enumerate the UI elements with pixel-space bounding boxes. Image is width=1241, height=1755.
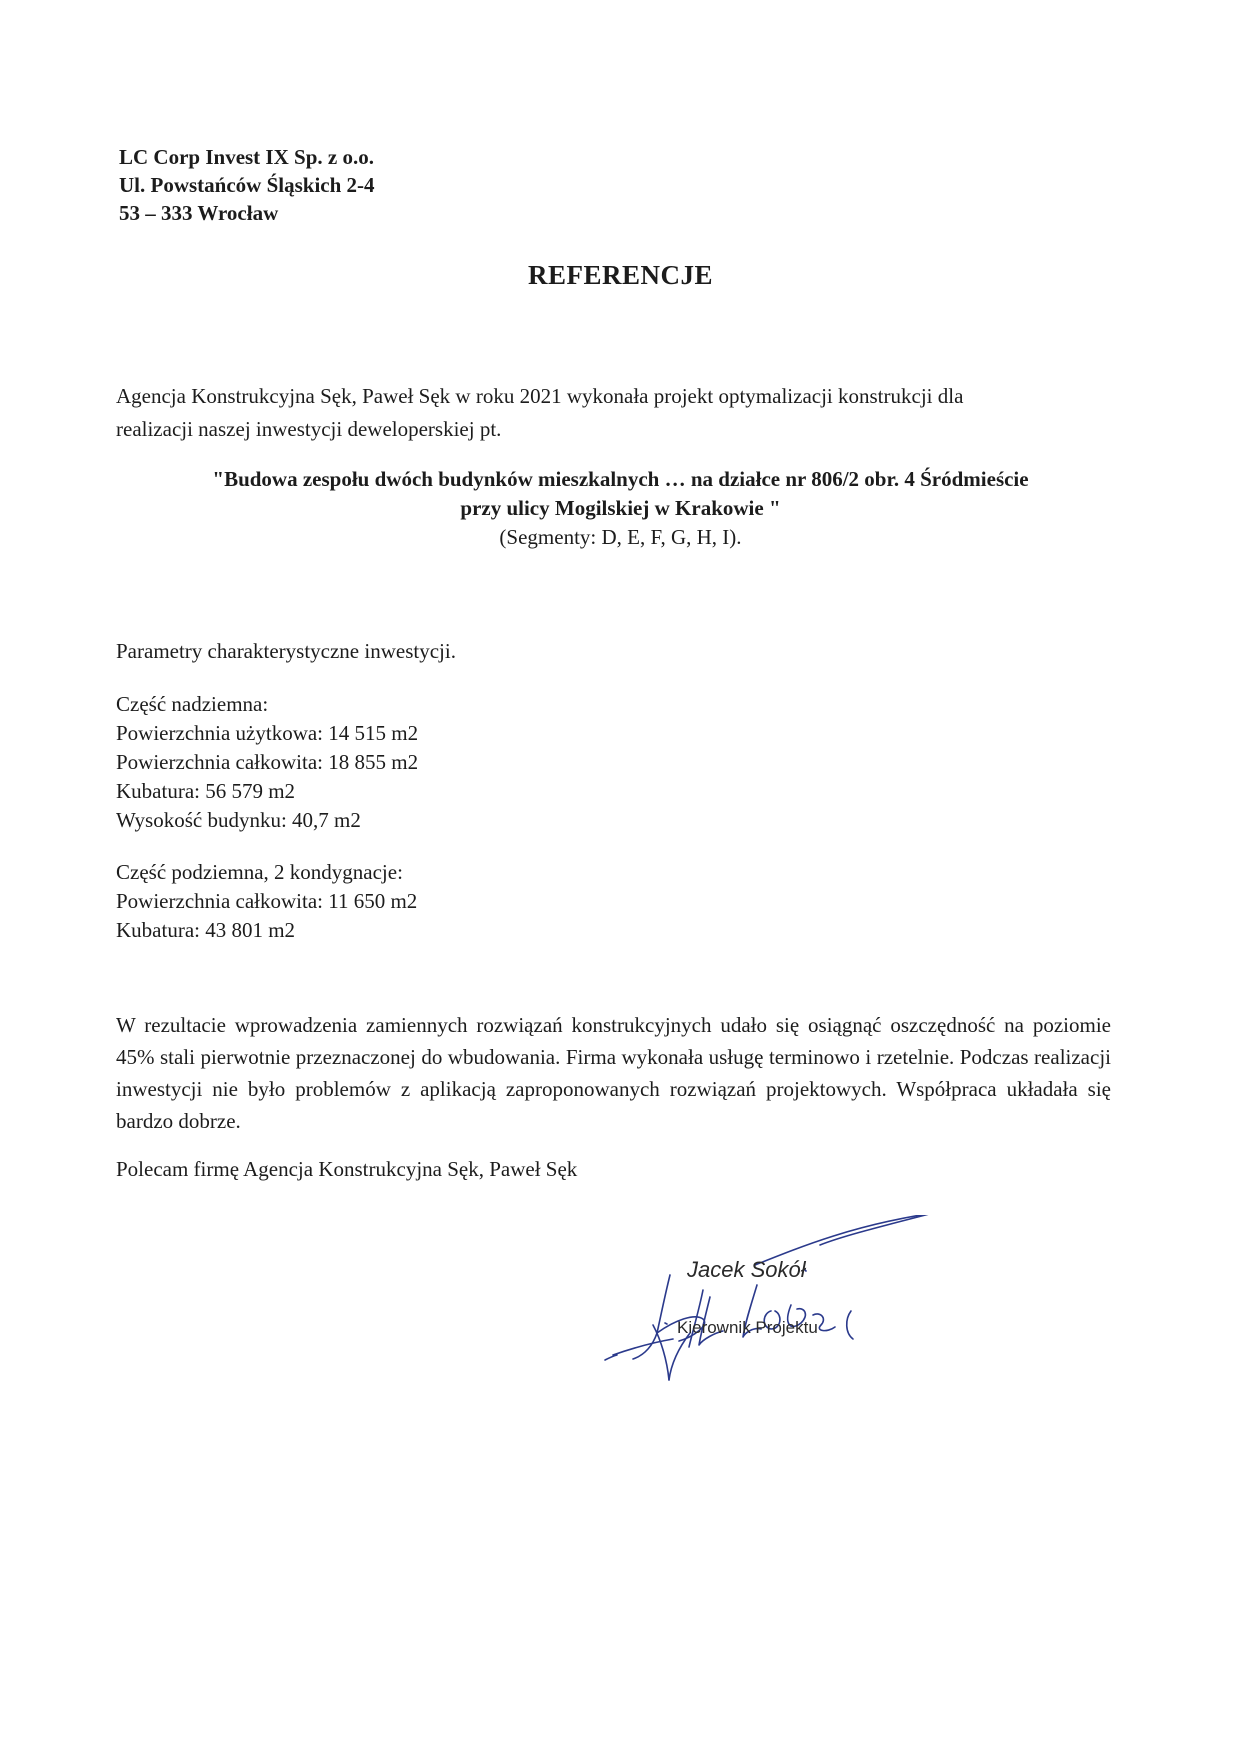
sender-company: LC Corp Invest IX Sp. z o.o. [119,145,374,169]
project-line-2: przy ulicy Mogilskiej w Krakowie " [460,496,781,520]
above-ground-heading: Część nadziemna: [116,692,269,716]
intro-line-2: realizacji naszej inwestycji deweloperskiej pt. [116,417,502,441]
signature-block [595,1215,955,1390]
above-ground-item: Kubatura: 56 579 m2 [116,779,296,803]
above-ground-item: Powierzchnia całkowita: 18 855 m2 [116,750,419,774]
above-ground-item: Powierzchnia użytkowa: 14 515 m2 [116,721,419,745]
recommendation: Polecam firmę Agencja Konstrukcyjna Sęk, Paweł Sęk [116,1157,578,1181]
project-title [0,465,1241,552]
sender-street: Ul. Powstańców Śląskich 2-4 [119,173,375,197]
signatory-role: Kierownik Projektu [677,1318,818,1337]
sender-address [119,143,375,227]
intro-line-1: Agencja Konstrukcyjna Sęk, Paweł Sęk w roku 2021 wykonała projekt optymalizacji konstrukcji dla [116,384,964,408]
sender-city: 53 – 333 Wrocław [119,201,279,225]
project-segments: (Segmenty: D, E, F, G, H, I). [499,525,742,549]
below-ground-item: Kubatura: 43 801 m2 [116,918,296,942]
project-line-1: "Budowa zespołu dwóch budynków mieszkalnych … na działce nr 806/2 obr. 4 Śródmieście [212,467,1029,491]
handwritten-signature [595,1215,955,1390]
result-paragraph: W rezultacie wprowadzenia zamiennych rozwiązań konstrukcyjnych udało się osiągnąć oszczędność na poziomie 45% stali pierwotnie przeznaczonej do wbudowania. Firma wykonała usługę terminowo i rzetelnie. Podczas realizacji inwestycji nie było problemów z aplikacją zaproponowanych rozwiązań projektowych. Współpraca układała się bardzo dobrze. [116,1013,1111,1133]
signatory-name: Jacek Sokół [687,1257,806,1282]
above-ground-item: Wysokość budynku: 40,7 m2 [116,808,361,832]
params-heading: Parametry charakterystyczne inwestycji. [116,639,456,663]
below-ground-heading: Część podziemna, 2 kondygnacje: [116,860,403,884]
above-ground-section [116,690,418,835]
document-title: REFERENCJE [527,260,714,290]
below-ground-section [116,858,417,945]
below-ground-item: Powierzchnia całkowita: 11 650 m2 [116,889,418,913]
intro-paragraph [116,380,1111,446]
